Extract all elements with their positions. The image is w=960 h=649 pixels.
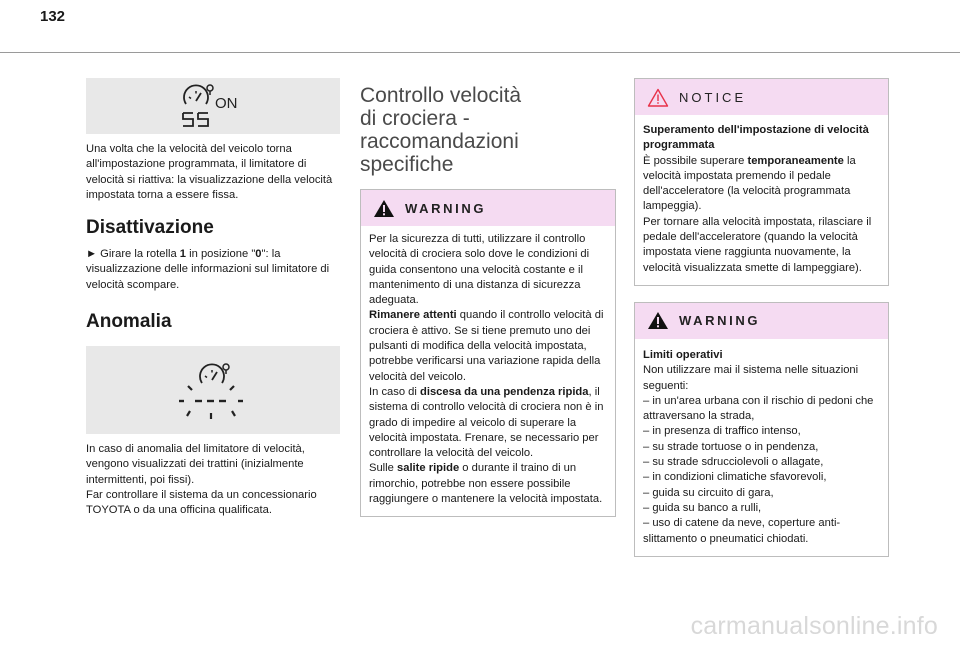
notice-text-2: Per tornare alla velocità impostata, rilasciare il pedale dell'acceleratore (quando la velocità impostata viene raggiunta nuovamente, la velocità visualizzata smette di lampeggiare). [643,215,872,274]
limits-list-item: – su strade sdrucciolevoli o allagate, [643,456,824,469]
limits-list-item: – in presenza di traffico intenso, [643,425,801,438]
header-divider [0,52,960,53]
notice-title: Superamento dell'impostazione di velocità programmata [643,124,869,152]
column-middle [360,78,616,517]
warning-triangle-icon [373,199,395,218]
notice-triangle-icon [647,88,669,107]
warning-box-limits [634,302,889,557]
warning-label-2: WARNING [679,313,761,329]
notice-text-1: È possibile superare temporaneamente la velocità impostata premendo il pedale dell'acceleratore (la velocità programmata lampeggia). [643,154,856,213]
speed-limiter-fault-illustration [86,346,340,434]
column-left [86,78,340,519]
warning-box-cruise [360,189,616,517]
section-title: Controllo velocità di crociera - raccomandazioni specifiche [360,84,522,176]
warning-text-2: Rimanere attenti quando il controllo velocità di crociera è attivo. Se si tiene premuto uno dei pulsanti di modifica della velocità impostata, potrebbe verificarsi una variazione rapida della velocità del veicolo. [369,309,604,383]
heading-anomalia: Anomalia [86,311,172,333]
speed-limiter-on-illustration [86,78,340,134]
speedometer-fault-icon [173,353,253,427]
warning-text-4: Sulle salite ripide o durante il traino di un rimorchio, potrebbe non essere possibile raggiungere o mantenere la velocità impostata. [369,462,603,506]
warning-header-2 [635,303,888,339]
column-right [634,78,889,557]
limits-list-item: – guida su circuito di gara, [643,486,774,499]
limits-list-item: – uso di catene da neve, coperture anti-slittamento o pneumatici chiodati. [643,517,841,545]
warning-label: WARNING [405,200,487,216]
speedometer-icon [173,80,253,132]
watermark: carmanualsonline.info [690,612,938,640]
dealer-text: Far controllare il sistema da un concessionario TOYOTA o da una officina qualificata. [86,488,317,517]
limits-list-item: – su strade tortuose o in pendenza, [643,440,819,453]
notice-header [635,79,888,115]
on-label: ON [215,95,238,112]
warning-text-3: In caso di discesa da una pendenza ripida, il sistema di controllo velocità di crociera non è in grado di impedire al veicolo di superare la velocità impostata. Frenare, se necessario per controllare la velocità del veicolo. [369,385,604,460]
notice-label: NOTICE [679,89,747,105]
warning-body [361,226,615,516]
warning-triangle-icon [647,311,669,330]
heading-disattivazione: Disattivazione [86,217,214,239]
limits-list-item: – in condizioni climatiche sfavorevoli, [643,471,827,484]
deactivation-text: ► Girare la rotella 1 in posizione "0": la visualizzazione delle informazioni sul limitatore di velocità scompare. [86,248,330,291]
warning-body-2 [635,339,888,556]
page-number: 132 [40,8,66,25]
limits-intro: Non utilizzare mai il sistema nelle situazioni seguenti: [643,364,859,392]
fault-text: In caso di anomalia del limitatore di velocità, vengono visualizzati dei trattini (inizialmente intermittenti, poi fissi). [86,443,305,486]
notice-box [634,78,889,286]
reactivation-text: Una volta che la velocità del veicolo torna all'impostazione programmata, il limitatore di velocità si riattiva: la visualizzazione della velocità impostata torna a essere fissa. [86,143,333,201]
limits-list-item: – in un'area urbana con il rischio di pedoni che attraversano la strada, [643,394,874,423]
warning-text-1: Per la sicurezza di tutti, utilizzare il controllo velocità di crociera solo dove le condizioni di guida consentono una velocità costante e il mantenimento di una distanza di sicurezza adeguata. [369,233,590,307]
arrow-icon: ► [86,248,98,261]
warning-header [361,190,615,226]
notice-body [635,115,888,285]
limits-list-item: – guida su banco a rulli, [643,501,762,514]
limits-title: Limiti operativi [643,348,723,361]
